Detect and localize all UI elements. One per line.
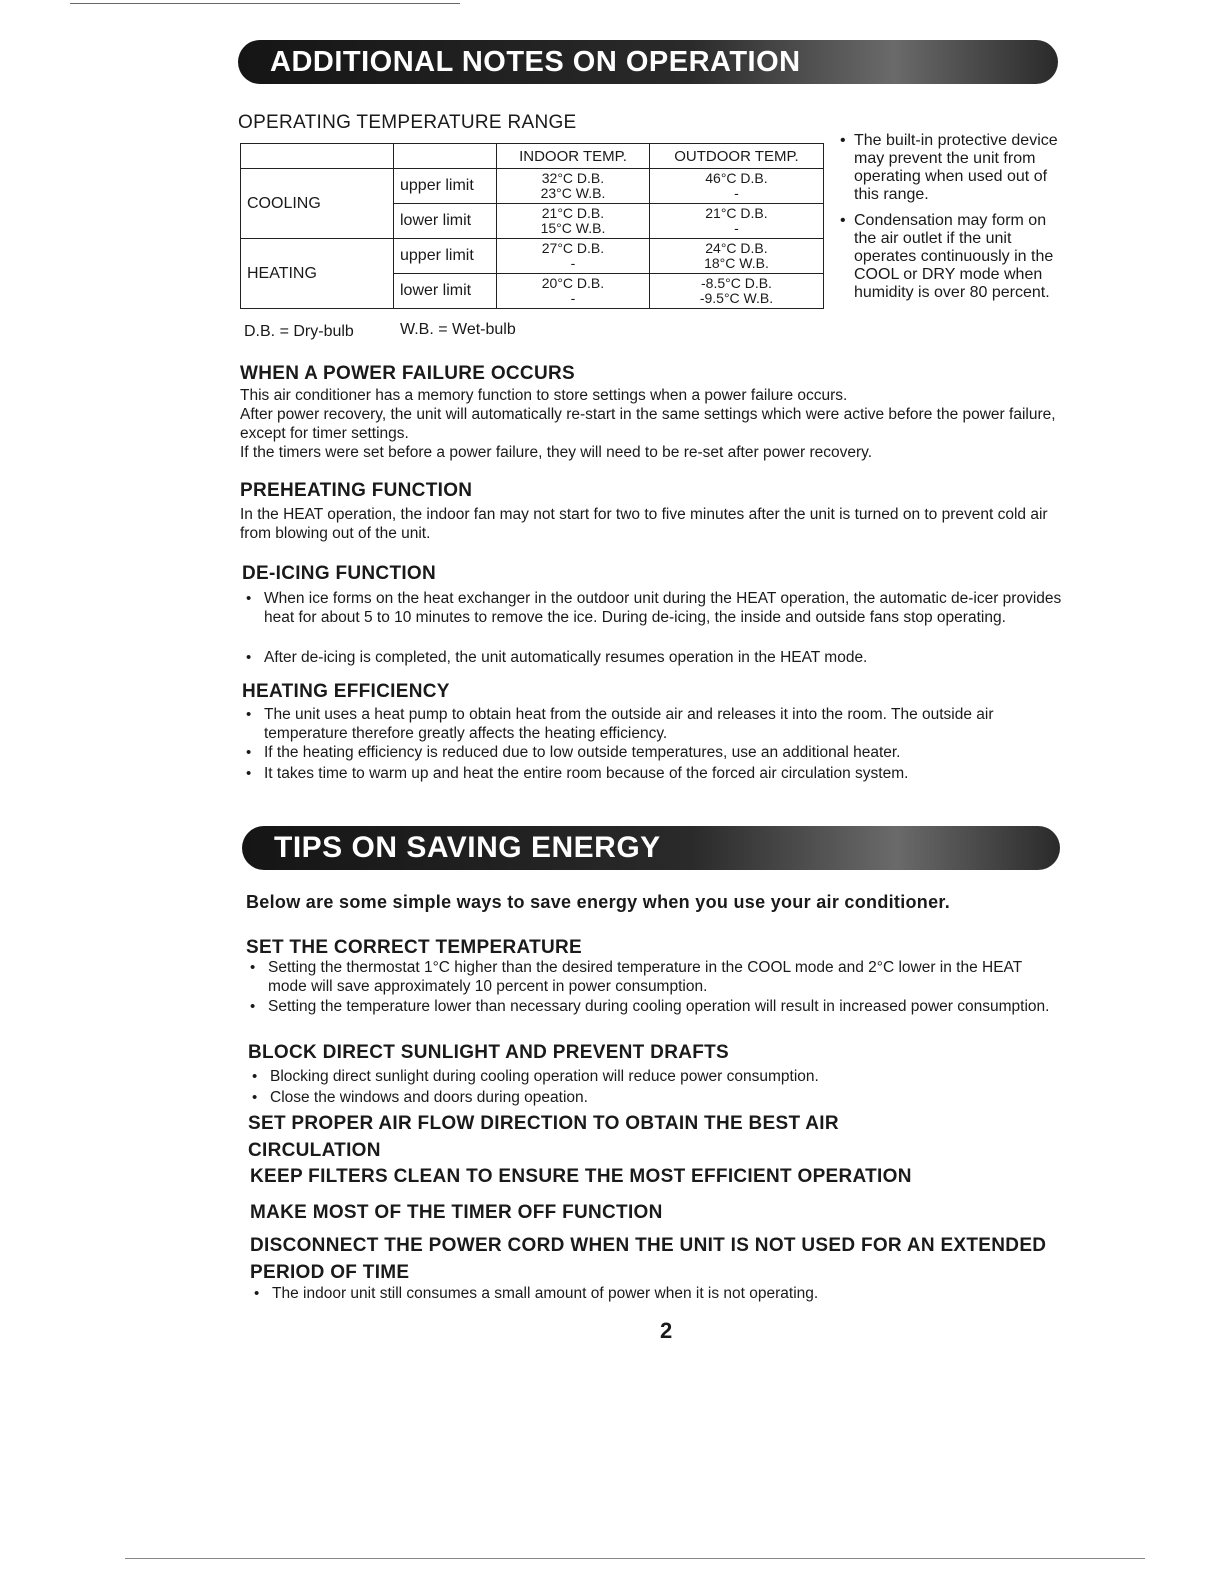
- side-note: • The built-in protective device may prevent the unit from operating when used out of this range.: [840, 132, 1068, 204]
- disconnect-heading: DISCONNECT THE POWER CORD WHEN THE UNIT IS NOT USED FOR AN EXTENDED PERIOD OF TIME: [250, 1235, 1047, 1283]
- list-item: • Close the windows and doors during opeation.: [248, 1088, 1064, 1107]
- section-banner-title: ADDITIONAL NOTES ON OPERATION: [270, 45, 801, 78]
- side-note: • Condensation may form on the air outlet if the unit operates continuously in the COOL or DRY mode when humidity is over 80 percent.: [840, 212, 1068, 302]
- table-cell: 20°C D.B. -: [497, 274, 650, 309]
- page-number: 2: [660, 1318, 673, 1343]
- cooling-label: COOLING: [241, 169, 394, 239]
- preheating-heading: PREHEATING FUNCTION: [240, 480, 473, 501]
- list-item: • When ice forms on the heat exchanger in the outdoor unit during the HEAT operation, the automatic de-icer provides heat for about 5 to 10 minutes to remove the ice. During de-icing, the inside and outside fans stop operating.: [242, 589, 1062, 627]
- power-failure-text: If the timers were set before a power failure, they will need to be re-set after power recovery.: [240, 444, 873, 461]
- list-item: • Blocking direct sunlight during cooling operation will reduce power consumption.: [248, 1067, 1064, 1086]
- power-failure-text: This air conditioner has a memory function to store settings when a power failure occurs.: [240, 387, 848, 404]
- legend-dry-bulb: D.B. = Dry-bulb: [244, 323, 354, 340]
- list-item: • After de-icing is completed, the unit automatically resumes operation in the HEAT mode.: [242, 648, 1062, 667]
- table-cell: 24°C D.B. 18°C W.B.: [649, 239, 823, 274]
- list-item: • Setting the temperature lower than necessary during cooling operation will result in increased power consumption.: [246, 997, 1062, 1016]
- list-item: • The unit uses a heat pump to obtain heat from the outside air and releases it into the room. The outside air temperature therefore greatly affects the heating efficiency.: [242, 705, 1062, 743]
- power-failure-text: After power recovery, the unit will automatically re-start in the same settings which were active before the power failure, except for timer settings.: [240, 406, 1056, 442]
- power-failure-heading: WHEN A POWER FAILURE OCCURS: [240, 363, 575, 384]
- bottom-rule: [125, 1558, 1145, 1559]
- limit-label: lower limit: [394, 204, 497, 239]
- table-header-row: [241, 144, 824, 169]
- list-item: • Setting the thermostat 1°C higher than the desired temperature in the COOL mode and 2°C lower in the HEAT mode will save approximately 10 percent in power consumption.: [246, 958, 1062, 996]
- block-sunlight-heading: BLOCK DIRECT SUNLIGHT AND PREVENT DRAFTS: [248, 1042, 730, 1063]
- list-item: • It takes time to warm up and heat the entire room because of the forced air circulation system.: [242, 764, 1062, 783]
- table-row: [241, 239, 824, 274]
- section-banner-energy: [242, 826, 1060, 870]
- air-flow-heading: SET PROPER AIR FLOW DIRECTION TO OBTAIN THE BEST AIR CIRCULATION: [248, 1113, 839, 1161]
- table-cell: 21°C D.B. -: [649, 204, 823, 239]
- table-cell: 46°C D.B. -: [649, 169, 823, 204]
- table-cell: -8.5°C D.B. -9.5°C W.B.: [649, 274, 823, 309]
- heating-efficiency-heading: HEATING EFFICIENCY: [242, 681, 450, 702]
- set-temperature-heading: SET THE CORRECT TEMPERATURE: [246, 937, 583, 958]
- table-cell: 21°C D.B. 15°C W.B.: [497, 204, 650, 239]
- table-cell: 32°C D.B. 23°C W.B.: [497, 169, 650, 204]
- heating-label: HEATING: [241, 239, 394, 309]
- list-item: • If the heating efficiency is reduced due to low outside temperatures, use an additional heater.: [242, 743, 1062, 762]
- deicing-heading: DE-ICING FUNCTION: [242, 563, 437, 584]
- section-banner-operation: [238, 40, 1058, 84]
- section-banner-title: TIPS ON SAVING ENERGY: [274, 831, 661, 864]
- preheating-text: In the HEAT operation, the indoor fan may not start for two to five minutes after the unit is turned on to prevent cold air from blowing out of the unit.: [240, 506, 1048, 542]
- outdoor-temp-header: OUTDOOR TEMP.: [649, 144, 823, 169]
- limit-label: upper limit: [394, 169, 497, 204]
- timer-off-heading: MAKE MOST OF THE TIMER OFF FUNCTION: [250, 1202, 663, 1223]
- indoor-temp-header: INDOOR TEMP.: [497, 144, 650, 169]
- energy-intro: Below are some simple ways to save energy when you use your air conditioner.: [246, 892, 951, 912]
- limit-label: lower limit: [394, 274, 497, 309]
- table-row: [241, 169, 824, 204]
- filters-heading: KEEP FILTERS CLEAN TO ENSURE THE MOST EFFICIENT OPERATION: [250, 1166, 912, 1187]
- top-rule: [70, 3, 460, 4]
- temperature-range-table: [240, 143, 824, 309]
- table-cell: 27°C D.B. -: [497, 239, 650, 274]
- list-item: • The indoor unit still consumes a small amount of power when it is not operating.: [250, 1284, 1066, 1303]
- temp-range-heading: OPERATING TEMPERATURE RANGE: [238, 112, 577, 133]
- legend-wet-bulb: W.B. = Wet-bulb: [400, 321, 516, 338]
- limit-label: upper limit: [394, 239, 497, 274]
